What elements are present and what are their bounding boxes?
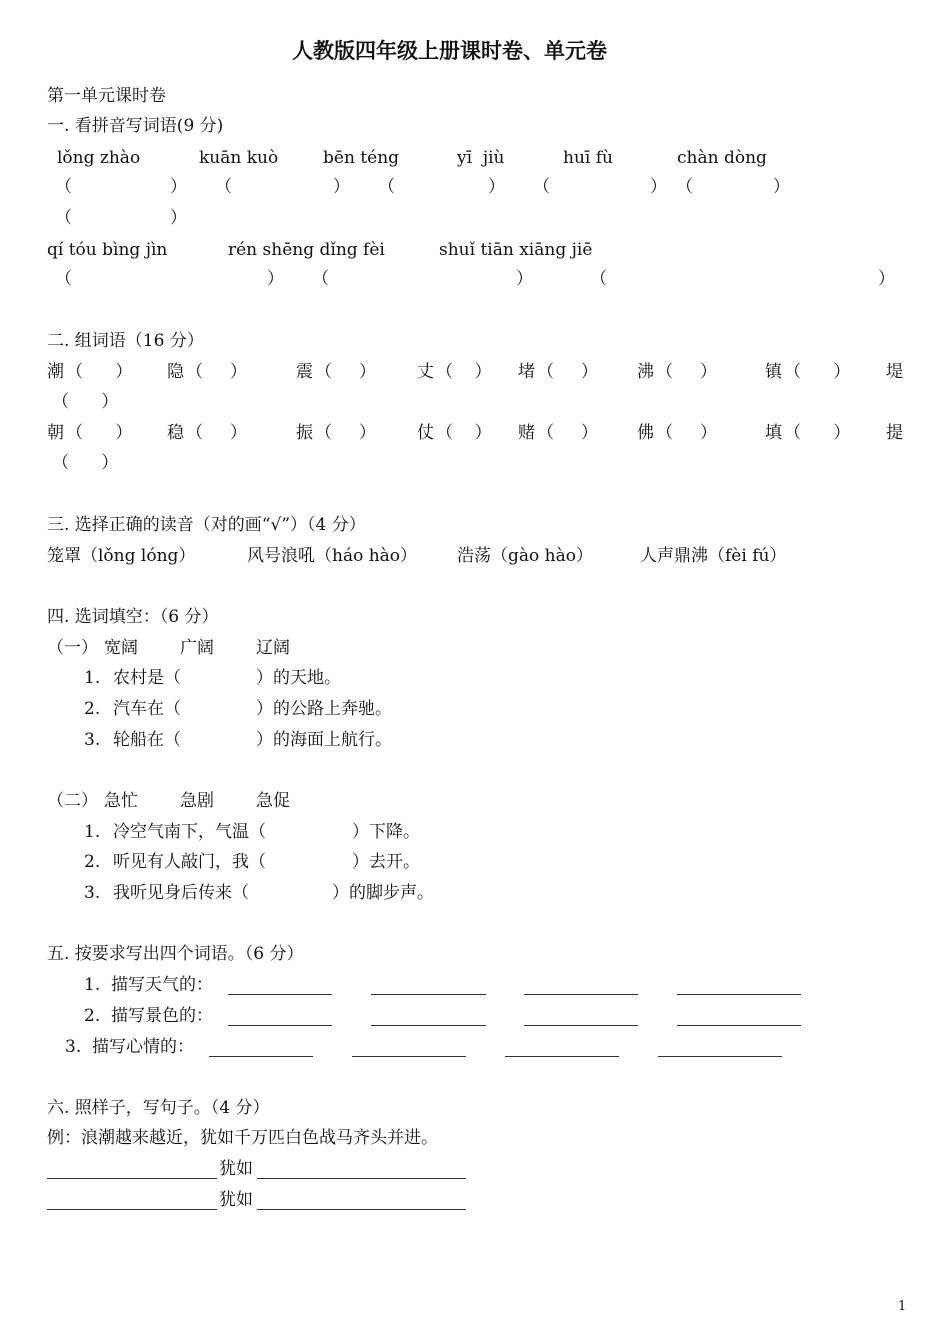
answer-line[interactable] [505,1056,619,1057]
char-item: 丈 [417,362,434,382]
answer-blank[interactable]: （ ） [315,423,377,443]
answer-blank[interactable]: （ ） [656,362,718,382]
char-item: 震 [296,362,313,382]
answer-blank[interactable]: （ ） [784,362,851,382]
pinyin-item: bēn téng [323,148,400,168]
answer-blank[interactable]: （ ） [537,423,599,443]
char-item: 朝 [47,423,64,443]
word-option: 宽阔 [104,638,138,658]
sentence-start: 听见有人敲门，我（ [113,852,266,872]
answer-blank-close: ） [516,269,533,289]
answer-blank[interactable]: （ [55,269,72,289]
answer-blank[interactable]: （ [55,208,72,228]
answer-blank[interactable]: （ ） [656,423,718,443]
answer-blank[interactable]: （ [312,269,329,289]
answer-blank-close: ） [170,208,187,228]
describe-prompt: 1. 描写天气的： [84,975,214,995]
sentence-end: ）的海面上航行。 [256,730,392,750]
pinyin-item: rén shēng dǐng fèi [228,240,385,260]
connector-word: 犹如 [219,1190,253,1210]
sentence-end: ）去开。 [352,852,420,872]
sentence-start: 我听见身后传来（ [113,883,249,903]
answer-line[interactable] [228,994,332,995]
word-option: 辽阔 [256,638,290,658]
section-1-heading: 一. 看拼音写词语(9 分) [47,116,224,136]
describe-prompt: 3. 描写心情的： [65,1037,195,1057]
answer-blank-close: ） [333,177,350,197]
sentence-end: ）的公路上奔驰。 [256,699,392,719]
reading-choice[interactable]: 浩荡（gào hào） [457,546,593,566]
item-number: 3. [84,883,101,903]
answer-blank-close: ） [878,269,895,289]
connector-word: 犹如 [219,1159,253,1179]
item-number: 1. [84,822,101,842]
answer-line[interactable] [257,1209,466,1210]
word-option: 急促 [256,791,290,811]
page-title: 人教版四年级上册课时卷、单元卷 [292,39,607,63]
char-item: 填 [765,423,782,443]
answer-blank[interactable]: （ ） [52,453,119,473]
answer-blank-close: ） [267,269,284,289]
answer-blank-close: ） [488,177,505,197]
answer-blank[interactable]: （ [378,177,395,197]
item-number: 2. [84,699,101,719]
char-item: 沸 [637,362,654,382]
answer-blank[interactable]: （ ） [66,362,133,382]
answer-blank[interactable]: （ ） [436,423,492,443]
answer-line[interactable] [47,1209,217,1210]
char-item: 仗 [417,423,434,443]
item-number: 1. [84,668,101,688]
char-item: 稳 [167,423,184,443]
item-number: 3. [84,730,101,750]
answer-line[interactable] [524,994,638,995]
answer-line[interactable] [257,1178,466,1179]
pinyin-item: yī jiù [457,148,505,168]
sentence-start: 冷空气南下，气温（ [113,822,266,842]
answer-line[interactable] [352,1056,466,1057]
answer-blank[interactable]: （ ） [784,423,851,443]
char-item: 振 [296,423,313,443]
char-item: 堤 [886,362,903,382]
group-label: （一） [47,638,98,658]
pinyin-item: chàn dòng [677,148,767,168]
answer-blank[interactable]: （ [215,177,232,197]
answer-blank[interactable]: （ ） [186,362,248,382]
pinyin-item: qí tóu bìng jìn [47,240,168,260]
answer-line[interactable] [677,994,801,995]
answer-blank[interactable]: （ [590,269,607,289]
char-item: 提 [886,423,903,443]
answer-blank[interactable]: （ ） [436,362,492,382]
answer-blank[interactable]: （ [533,177,550,197]
section-2-heading: 二. 组词语（16 分） [47,331,204,351]
page-number: 1 [898,1299,907,1314]
pinyin-item: huī fù [563,148,613,168]
reading-choice[interactable]: 笼罩（lǒng lóng） [47,546,196,566]
char-item: 隐 [167,362,184,382]
group-label: （二） [47,791,98,811]
answer-blank-close: ） [773,177,790,197]
answer-blank[interactable]: （ ） [315,362,377,382]
char-item: 佛 [637,423,654,443]
word-option: 广阔 [180,638,214,658]
section-4-heading: 四. 选词填空：（6 分） [47,607,219,627]
answer-blank-close: ） [170,177,187,197]
answer-line[interactable] [228,1025,332,1026]
section-5-heading: 五. 按要求写出四个词语。（6 分） [47,944,304,964]
answer-blank[interactable]: （ [55,177,72,197]
answer-line[interactable] [47,1178,217,1179]
answer-line[interactable] [371,1025,486,1026]
word-option: 急剧 [180,791,214,811]
sentence-end: ）的天地。 [256,668,341,688]
answer-line[interactable] [658,1056,782,1057]
char-item: 潮 [47,362,64,382]
item-number: 2. [84,852,101,872]
answer-blank-close: ） [650,177,667,197]
sentence-end: ）的脚步声。 [332,883,434,903]
answer-blank[interactable]: （ ） [186,423,248,443]
sentence-start: 农村是（ [113,668,181,688]
char-item: 赌 [518,423,535,443]
pinyin-item: kuān kuò [199,148,279,168]
answer-line[interactable] [524,1025,638,1026]
reading-choice[interactable]: 风号浪吼（háo hào） [247,546,418,566]
answer-blank[interactable]: （ ） [52,392,119,412]
unit-heading: 第一单元课时卷 [47,86,166,106]
char-item: 堵 [518,362,535,382]
answer-blank[interactable]: （ [676,177,693,197]
answer-line[interactable] [209,1056,313,1057]
answer-blank[interactable]: （ ） [66,423,133,443]
answer-blank[interactable]: （ ） [537,362,599,382]
sentence-end: ）下降。 [352,822,420,842]
describe-prompt: 2. 描写景色的： [84,1006,214,1026]
example-sentence: 例：浪潮越来越近，犹如千万匹白色战马齐头并进。 [47,1128,438,1148]
answer-line[interactable] [371,994,486,995]
word-option: 急忙 [104,791,138,811]
section-3-heading: 三. 选择正确的读音（对的画“√”）（4 分） [47,515,366,535]
sentence-start: 轮船在（ [113,730,181,750]
sentence-start: 汽车在（ [113,699,181,719]
char-item: 镇 [765,362,782,382]
pinyin-item: lǒng zhào [57,148,141,168]
pinyin-item: shuǐ tiān xiāng jiē [439,240,593,260]
section-6-heading: 六. 照样子，写句子。（4 分） [47,1098,270,1118]
reading-choice[interactable]: 人声鼎沸（fèi fú） [640,546,787,566]
answer-line[interactable] [677,1025,801,1026]
